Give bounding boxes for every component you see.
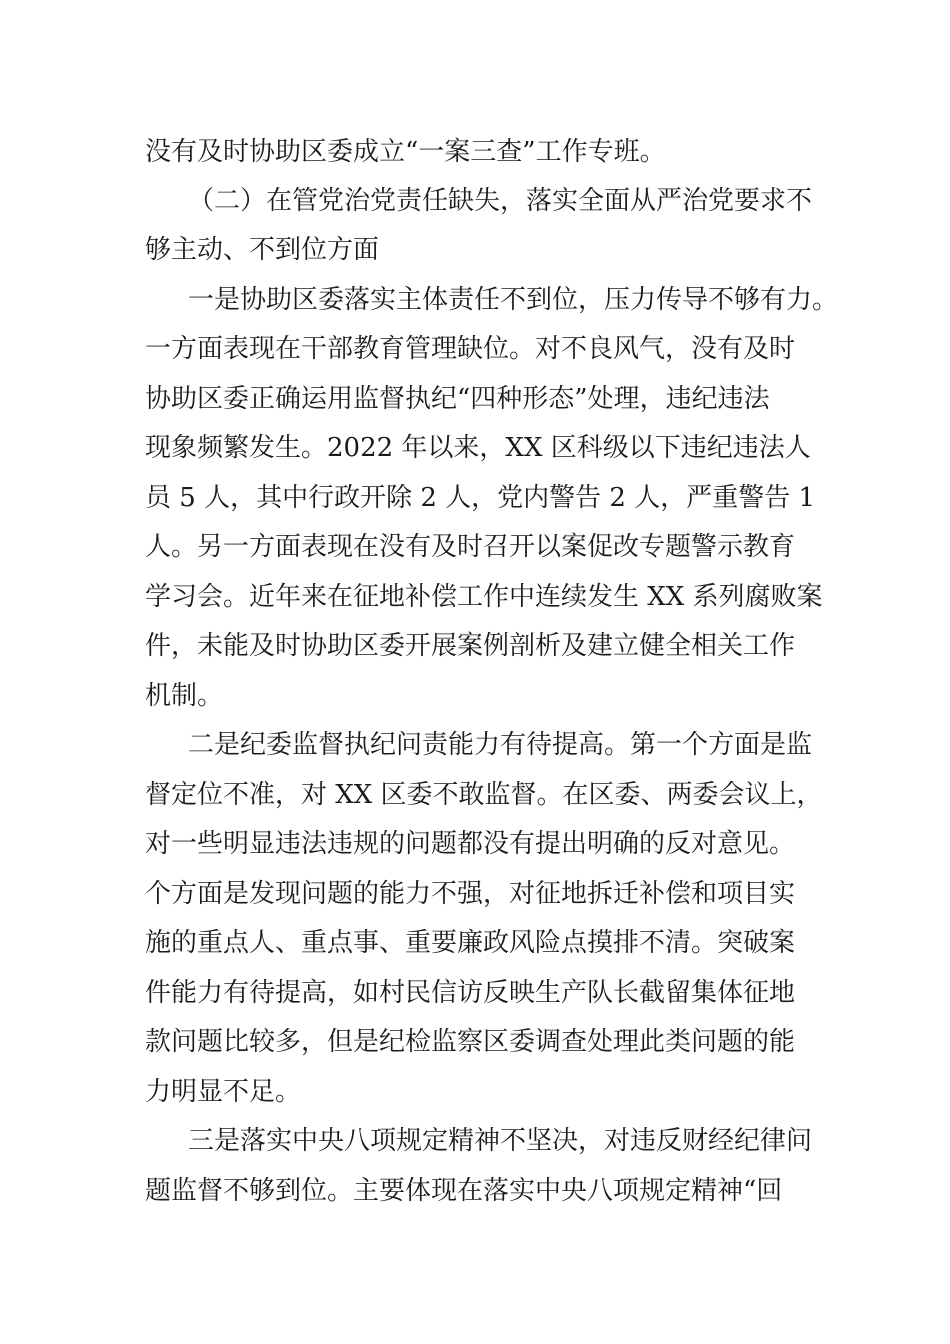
text-line: 员 5 人，其中行政开除 2 人，党内警告 2 人，严重警告 1	[145, 483, 816, 513]
text-line: 没有及时协助区委成立“一案三查”工作专班。	[145, 137, 666, 167]
text-line: 款问题比较多，但是纪检监察区委调查处理此类问题的能	[145, 1027, 796, 1057]
paragraph-first-line: 三是落实中央八项规定精神不坚决，对违反财经纪律问	[188, 1126, 813, 1156]
section-heading-line: （二）在管党治党责任缺失，落实全面从严治党要求不	[188, 186, 813, 216]
paragraph-first-line: 一是协助区委落实主体责任不到位，压力传导不够有力。	[188, 285, 839, 315]
text-line: 力明显不足。	[145, 1077, 302, 1107]
text-line: 件，未能及时协助区委开展案例剖析及建立健全相关工作	[145, 631, 796, 661]
section-heading-line: 够主动、不到位方面	[145, 235, 380, 265]
text-line: 个方面是发现问题的能力不强，对征地拆迁补偿和项目实	[145, 879, 796, 909]
text-line: 施的重点人、重点事、重要廉政风险点摸排不清。突破案	[145, 928, 796, 958]
text-line: 题监督不够到位。主要体现在落实中央八项规定精神“回	[145, 1176, 783, 1206]
text-line: 学习会。近年来在征地补偿工作中连续发生 XX 系列腐败案	[145, 582, 823, 612]
text-line: 机制。	[145, 681, 224, 711]
text-line: 协助区委正确运用监督执纪“四种形态”处理，违纪违法	[145, 384, 770, 414]
text-line: 人。另一方面表现在没有及时召开以案促改专题警示教育	[145, 532, 796, 562]
text-line: 件能力有待提高，如村民信访反映生产队长截留集体征地	[145, 978, 796, 1008]
paragraph-first-line: 二是纪委监督执纪问责能力有待提高。第一个方面是监	[188, 730, 813, 760]
text-line: 现象频繁发生。2022 年以来，XX 区科级以下违纪违法人	[145, 433, 811, 463]
text-line: 对一些明显违法违规的问题都没有提出明确的反对意见。	[145, 829, 796, 859]
text-line: 督定位不准，对 XX 区委不敢监督。在区委、两委会议上，	[145, 780, 823, 810]
text-line: 一方面表现在干部教育管理缺位。对不良风气，没有及时	[145, 334, 796, 364]
